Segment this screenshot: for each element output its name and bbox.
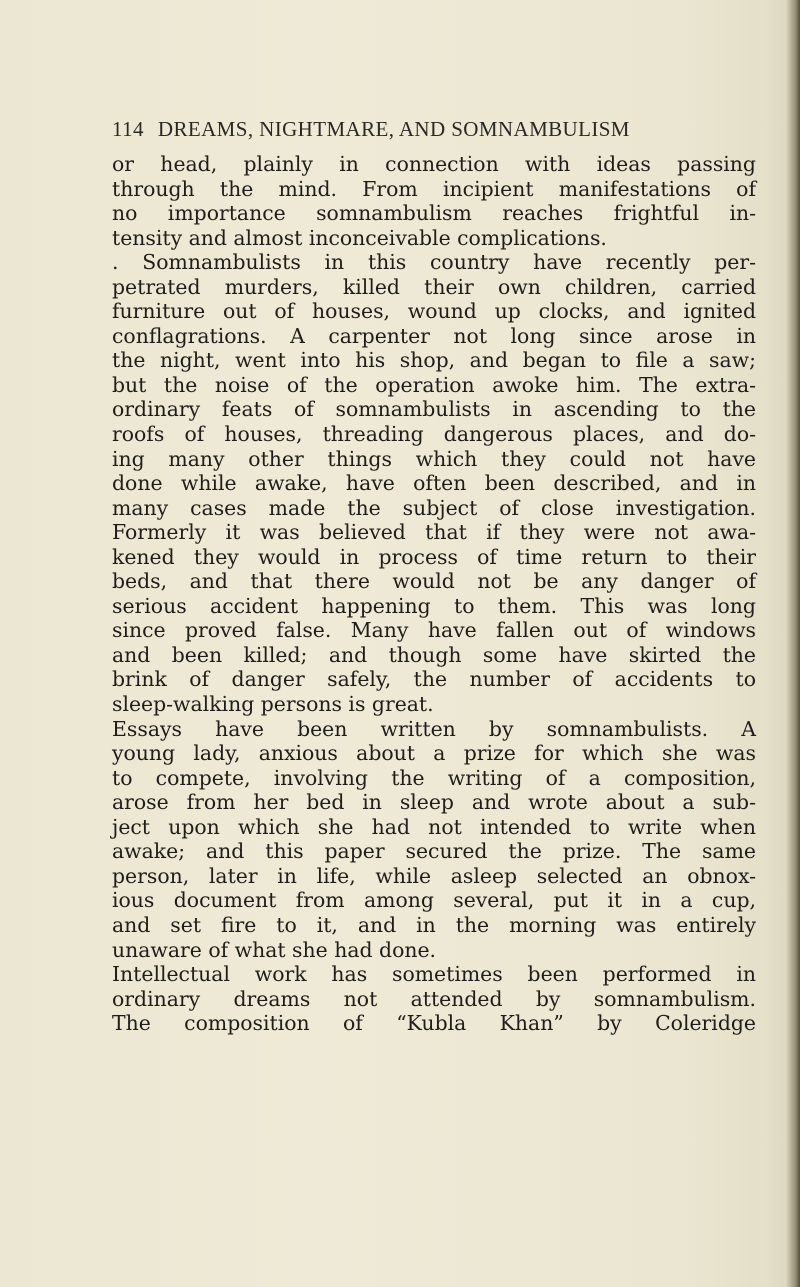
text-line: many cases made the subject of close investigation. bbox=[112, 495, 756, 520]
text-line: serious accident happening to them. This was long bbox=[112, 593, 756, 618]
text-line: conflagrations. A carpenter not long since arose in bbox=[112, 323, 756, 348]
page-edge-shadow bbox=[786, 0, 800, 1287]
text-line: ject upon which she had not intended to write when bbox=[112, 814, 756, 839]
text-line: kened they would in process of time return to their bbox=[112, 544, 756, 569]
running-head bbox=[112, 117, 752, 142]
text-line: or head, plainly in connection with ideas passing bbox=[112, 152, 756, 176]
text-line: roofs of houses, threading dangerous places, and do- bbox=[112, 422, 756, 447]
text-line: brink of danger safely, the number of accidents to bbox=[112, 667, 756, 692]
text-line: . Somnambulists in this country have recently per- bbox=[112, 250, 756, 275]
text-line: ing many other things which they could not have bbox=[112, 446, 756, 471]
text-line: done while awake, have often been described, and in bbox=[112, 471, 756, 496]
body-text bbox=[112, 152, 756, 1036]
text-line: person, later in life, while asleep selected an obnox- bbox=[112, 863, 756, 888]
text-line: The composition of “Kubla Khan” by Coleridge bbox=[112, 1011, 756, 1036]
text-line: unaware of what she had done. bbox=[112, 937, 437, 962]
text-line: and been killed; and though some have skirted the bbox=[112, 642, 756, 667]
text-line: ordinary feats of somnambulists in ascending to the bbox=[112, 397, 756, 422]
text-line: but the noise of the operation awoke him. The extra- bbox=[112, 372, 756, 397]
text-line: no importance somnambulism reaches frightful in- bbox=[112, 201, 756, 226]
text-line: tensity and almost inconceivable complications. bbox=[112, 225, 607, 250]
text-line: petrated murders, killed their own children, carried bbox=[112, 274, 756, 299]
text-line: Formerly it was believed that if they were not awa- bbox=[112, 520, 756, 545]
text-line: the night, went into his shop, and began to file a saw; bbox=[112, 348, 756, 373]
text-line: since proved false. Many have fallen out of windows bbox=[112, 618, 756, 643]
text-line: and set fire to it, and in the morning was entirely bbox=[112, 912, 756, 937]
text-line: beds, and that there would not be any danger of bbox=[112, 569, 756, 594]
text-line: awake; and this paper secured the prize. The same bbox=[112, 839, 756, 864]
text-line: Intellectual work has sometimes been performed in bbox=[112, 962, 756, 987]
running-title: DREAMS, NIGHTMARE, AND SOMNAMBULISM bbox=[157, 117, 630, 141]
text-line: Essays have been written by somnambulists. A bbox=[112, 716, 756, 741]
text-line: ordinary dreams not attended by somnambulism. bbox=[112, 986, 756, 1011]
text-line: sleep-walking persons is great. bbox=[112, 692, 434, 717]
text-line: ious document from among several, put it in a cup, bbox=[112, 888, 756, 913]
text-line: to compete, involving the writing of a composition, bbox=[112, 765, 756, 790]
text-line: arose from her bed in sleep and wrote about a sub- bbox=[112, 790, 756, 815]
text-line: young lady, anxious about a prize for which she was bbox=[112, 741, 756, 766]
text-line: through the mind. From incipient manifestations of bbox=[112, 176, 756, 201]
page-number: 114 bbox=[112, 117, 144, 141]
text-line: furniture out of houses, wound up clocks, and ignited bbox=[112, 299, 756, 324]
